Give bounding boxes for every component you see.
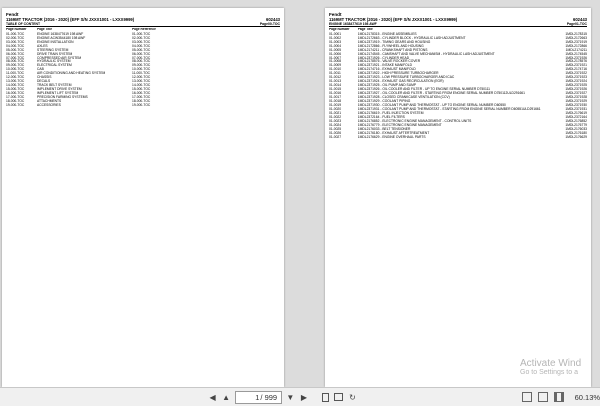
- row-page-reference: 1MDL2371927: [565, 91, 587, 96]
- viewer-toolbar: [0, 387, 600, 406]
- page-reference: Page00-TOC: [259, 22, 280, 27]
- page-number-field[interactable]: [235, 391, 282, 404]
- watermark-subtitle: Go to Settings to a: [520, 369, 578, 376]
- row-page-number: 01-0013: [329, 79, 342, 84]
- row-page-reference: 09-000-TOC: [132, 63, 151, 68]
- row-page-number: 05-000-TOC: [6, 47, 25, 52]
- row-page-reference: 1MDL2174716: [565, 67, 587, 72]
- brand-name: Fendt: [6, 12, 19, 17]
- document-title: 1169MT TRACTOR (2016 - 2020) (EFF S/N JXXX1001 - LXXX9999): [6, 17, 135, 23]
- row-page-title: 1MDL2176180 - EXHAUST AFTERTREATMENT: [357, 131, 430, 136]
- row-page-reference: 1MDL2176629: [565, 135, 587, 140]
- row-page-reference: 06-000-TOC: [132, 51, 151, 56]
- row-page-number: 01-0021: [329, 111, 342, 116]
- row-page-title: 1MDL2176033 - BELT TENSIONER: [357, 127, 411, 132]
- row-page-number: 11-000-TOC: [6, 71, 25, 76]
- row-page-number: 14-000-TOC: [6, 83, 25, 88]
- row-page-title: STEERING SYSTEM: [37, 47, 69, 52]
- row-page-number: 19-000-TOC: [6, 103, 25, 108]
- row-page-title: 1MDL2371931 - COOLANT PUMP AND THERMOSTAT - STARTING FROM ENGINE SERIAL NUMBER D60551ULD291661: [357, 107, 541, 112]
- row-page-title: 1MDL2371925 - OIL PUMP AND SUMP: [357, 83, 417, 88]
- row-page-number: 01-0019: [329, 103, 342, 108]
- row-page-reference: 1MDL2176779: [565, 123, 587, 128]
- row-page-reference: 1MDL2371931: [565, 107, 587, 112]
- row-page-title: 1MDL2178315 - ENGINE ASSEMBLIES: [357, 31, 417, 36]
- row-page-reference: 13-000-TOC: [132, 79, 151, 84]
- row-page-title: HYDRAULIC SYSTEM: [37, 59, 71, 64]
- row-page-title: COMPRESSED AIR SYSTEM: [37, 55, 82, 60]
- row-page-number: 01-000-TOC: [6, 31, 25, 36]
- row-page-number: 01-0007: [329, 55, 342, 60]
- column-header: Page Number: [6, 28, 27, 31]
- row-page-reference: 1MDL2371929: [565, 99, 587, 104]
- row-page-reference: 1MDL2371921: [565, 63, 587, 68]
- row-page-reference: 05-000-TOC: [132, 47, 151, 52]
- row-page-title: 1MDL2371922 - HIGH PRESSURE TURBOCHARGER: [357, 71, 439, 76]
- watermark-title: Activate Wind: [520, 358, 582, 369]
- table-row[interactable]: [329, 135, 587, 139]
- row-page-reference: 12-000-TOC: [132, 75, 151, 80]
- row-page-number: 01-0005: [329, 47, 342, 52]
- row-page-title: 1MDL2174545 - CAMSHAFT AND VALVE MECHANISM - HYDRAULIC LASH ADJUSTMENT: [357, 51, 495, 56]
- row-page-number: 08-000-TOC: [6, 59, 25, 64]
- continuous-view-icon[interactable]: [538, 392, 548, 402]
- row-page-reference: 03-000-TOC: [132, 39, 151, 44]
- row-page-title: DRIVE TRAIN SYSTEM: [37, 51, 73, 56]
- prev-page-icon[interactable]: ◀: [209, 392, 216, 402]
- row-page-title: ACCESSORIES: [37, 103, 61, 108]
- fit-page-icon[interactable]: [319, 390, 333, 404]
- row-page-title: 1MDL2371930 - COOLANT PUMP AND THERMOSTAT - UP TO ENGINE SERIAL NUMBER D60550: [357, 103, 506, 108]
- next-page-icon[interactable]: ▶: [300, 392, 308, 402]
- row-page-reference: 1MDL2371930: [565, 103, 587, 108]
- column-header: Page Reference: [132, 28, 156, 31]
- row-page-title: 1MDL2371926 - CYLINDER HEAD: [357, 55, 410, 60]
- rotate-icon[interactable]: ↻: [349, 392, 356, 402]
- row-page-number: 03-000-TOC: [6, 39, 25, 44]
- row-page-number: 06-000-TOC: [6, 51, 25, 56]
- document-title: 1169MT TRACTOR (2016 - 2020) (EFF S/N JXXX1001 - LXXX9999): [329, 17, 458, 23]
- row-page-reference: 14-000-TOC: [132, 83, 151, 88]
- row-page-title: DECALS: [37, 79, 51, 84]
- row-page-title: 1MDL2176779 - ELECTRONIC ENGINE MANAGEMENT: [357, 123, 442, 128]
- row-page-title: ENGINE INSTALLATION: [37, 39, 74, 44]
- zoom-level[interactable]: 60.13%: [574, 392, 600, 402]
- table-row[interactable]: [6, 103, 280, 107]
- row-page-number: 01-0022: [329, 115, 342, 120]
- row-page-number: 01-0004: [329, 43, 342, 48]
- row-page-reference: 1MDL2172663: [565, 35, 587, 40]
- row-page-title: 1MDL2371923 - LOW PRESSURE TURBOCHARGER AND ICAC: [357, 75, 455, 80]
- row-page-number: 02-000-TOC: [6, 35, 25, 40]
- row-page-reference: 1MDL2178315: [565, 31, 587, 36]
- row-page-reference: 1MDL2176852: [565, 119, 587, 124]
- row-page-number: 04-000-TOC: [6, 43, 25, 48]
- row-page-reference: 16-000-TOC: [132, 91, 151, 96]
- row-page-title: 1MDL2176852 - ELECTRONIC ENGINE MANAGEMENT - CONTROL UNITS: [357, 119, 472, 124]
- row-page-number: 01-0015: [329, 87, 342, 92]
- row-page-number: 01-0010: [329, 67, 342, 72]
- row-page-number: 17-000-TOC: [6, 95, 25, 100]
- page-up-icon[interactable]: ▲: [222, 392, 231, 402]
- document-page-right: [325, 8, 591, 387]
- row-page-reference: 1MDL2174545: [565, 51, 587, 56]
- row-page-number: 01-0008: [329, 59, 342, 64]
- row-page-title: 1MDL2178576 - VALVE ROCKER COVER: [357, 59, 421, 64]
- row-page-title: 1MDL2176619 - FUEL INJECTION SYSTEM: [357, 111, 424, 116]
- row-page-title: CHASSIS: [37, 75, 52, 80]
- row-page-reference: 1MDL2372164: [565, 115, 587, 120]
- row-page-number: 01-0016: [329, 91, 342, 96]
- row-page-number: 18-000-TOC: [6, 99, 25, 104]
- row-page-title: 1MDL2371926 - OIL COOLER AND FILTER - UP TO ENGINE SERIAL NUMBER D750111: [357, 87, 491, 92]
- fit-width-icon[interactable]: [332, 390, 346, 404]
- section-title: TABLE OF CONTENT: [6, 22, 41, 27]
- row-page-number: 01-0023: [329, 119, 342, 124]
- row-page-title: 1MDL2371927 - OIL COOLER AND FILTER - STARTING FROM ENGINE SERIAL NUMBER D750112ULD291661: [357, 91, 525, 96]
- row-page-reference: 1MDL2174211: [565, 47, 587, 52]
- row-page-reference: 1MDL2371926: [565, 55, 587, 60]
- toc-table: [6, 32, 280, 108]
- row-page-title: 1MDL2172663 - CYLINDER BLOCK - HYDRAULIC LASH ADJUSTMENT: [357, 35, 466, 40]
- row-page-title: 1MDL2371919 - TIMING GEARS AND HOUSING: [357, 39, 431, 44]
- row-page-title: 1MDL2174716 - EXHAUST MANIFOLD: [357, 67, 416, 72]
- row-page-title: ELECTRICAL SYSTEM: [37, 63, 72, 68]
- row-page-reference: 1MDL2371919: [565, 39, 587, 44]
- row-page-title: TRACK BELT SYSTEM: [37, 83, 72, 88]
- row-page-title: 1MDL2172866 - FLYWHEEL AND HOUSING: [357, 43, 424, 48]
- row-page-number: 01-0003: [329, 39, 342, 44]
- row-page-reference: 1MDL2178576: [565, 59, 587, 64]
- row-page-number: 01-0018: [329, 99, 342, 104]
- single-page-view-icon[interactable]: [522, 392, 532, 402]
- row-page-number: 01-0014: [329, 83, 342, 88]
- row-page-title: 1MDL2176629 - ENGINE OVERHAUL PARTS: [357, 135, 426, 140]
- row-page-reference: 07-000-TOC: [132, 55, 151, 60]
- row-page-reference: 1MDL2172866: [565, 43, 587, 48]
- brand-name: Fendt: [329, 12, 342, 17]
- total-pages-label: / 999: [260, 392, 278, 402]
- current-page-input[interactable]: 1: [255, 392, 260, 402]
- row-page-title: IMPLEMENT LIFT SYSTEM: [37, 91, 79, 96]
- row-page-reference: 18-000-TOC: [132, 99, 151, 104]
- row-page-number: 01-0006: [329, 51, 342, 56]
- row-page-title: AXLES: [37, 43, 48, 48]
- row-page-title: PRECISION FARMING SYSTEMS: [37, 95, 88, 100]
- row-page-number: 15-000-TOC: [6, 87, 25, 92]
- row-page-number: 09-000-TOC: [6, 63, 25, 68]
- row-page-number: 01-0011: [329, 71, 341, 76]
- column-header: Page Title: [357, 28, 373, 31]
- row-page-reference: 01-000-TOC: [132, 31, 151, 36]
- two-page-view-icon[interactable]: [554, 392, 564, 402]
- column-header: Page Number: [329, 28, 350, 31]
- row-page-reference: 04-000-TOC: [132, 43, 151, 48]
- row-page-title: 1MDL2371929 - COOLANT PIPING: [357, 99, 411, 104]
- row-page-reference: 15-000-TOC: [132, 87, 151, 92]
- row-page-reference: 1MDL2371928: [565, 95, 587, 100]
- row-page-number: 01-0002: [329, 35, 342, 40]
- page-down-icon[interactable]: ▼: [286, 392, 295, 402]
- column-header: Page Title: [37, 28, 52, 31]
- row-page-number: 16-000-TOC: [6, 91, 25, 96]
- row-page-reference: 1MDL2176033: [565, 127, 587, 132]
- row-page-number: 01-0026: [329, 131, 342, 136]
- document-number: 602443: [573, 17, 587, 23]
- row-page-reference: 11-000-TOC: [132, 71, 151, 76]
- activation-watermark: [520, 358, 581, 376]
- section-title: ENGINE 1638477619 198 AWF: [329, 22, 377, 27]
- row-page-number: 07-000-TOC: [6, 55, 25, 60]
- row-page-reference: 17-000-TOC: [132, 95, 151, 100]
- row-page-reference: 1MDL2371925: [565, 83, 587, 88]
- row-page-number: 01-0009: [329, 63, 342, 68]
- row-page-number: 10-000-TOC: [6, 67, 25, 72]
- row-page-title: 1MDL2371921 - INTAKE MANIFOLD: [357, 63, 412, 68]
- row-page-number: 01-0027: [329, 135, 342, 140]
- row-page-title: ENGINE ACW3544180 198 AWF: [37, 35, 86, 40]
- row-page-number: 01-0001: [329, 31, 342, 36]
- row-page-reference: 10-000-TOC: [132, 67, 151, 72]
- row-page-reference: 1MDL2371923: [565, 75, 587, 80]
- row-page-reference: 1MDL2176619: [565, 111, 587, 116]
- row-page-title: 1MDL2371928 - CLOSED CRANKCASE VENTILATION (CCV): [357, 95, 450, 100]
- row-page-number: 12-000-TOC: [6, 75, 25, 80]
- row-page-reference: 1MDL2176180: [565, 131, 587, 136]
- row-page-number: 01-0012: [329, 75, 342, 80]
- row-page-number: 01-0024: [329, 123, 342, 128]
- document-page-left: [2, 8, 284, 387]
- toc-table: [329, 32, 587, 140]
- row-page-title: 1MDL2371924 - EXHAUST GAS RECIRCULATION (EGR): [357, 79, 444, 84]
- row-page-number: 01-0020: [329, 107, 342, 112]
- row-page-reference: 1MDL2371922: [565, 71, 587, 76]
- row-page-title: 1MDL2174211 - CRANKSHAFT AND PISTONS: [357, 47, 428, 52]
- row-page-number: 13-000-TOC: [6, 79, 25, 84]
- row-page-reference: 1MDL2371926: [565, 87, 587, 92]
- row-page-title: IMPLEMENT DRIVE SYSTEM: [37, 87, 82, 92]
- row-page-reference: 1MDL2371924: [565, 79, 587, 84]
- row-page-title: AIR CONDITIONING AND HEATING SYSTEM: [37, 71, 106, 76]
- row-page-title: CAB: [37, 67, 44, 72]
- row-page-title: ATTACHMENTS: [37, 99, 62, 104]
- row-page-reference: 02-000-TOC: [132, 35, 151, 40]
- row-page-title: ENGINE 1638477619 198 AWF: [37, 31, 84, 36]
- row-page-reference: 08-000-TOC: [132, 59, 151, 64]
- row-page-number: 01-0025: [329, 127, 342, 132]
- row-page-number: 01-0017: [329, 95, 342, 100]
- row-page-reference: 19-000-TOC: [132, 103, 151, 108]
- document-number: 602443: [266, 17, 280, 23]
- page-reference: Page01-TOC: [566, 22, 587, 27]
- row-page-title: 1MDL2372164 - FUEL FILTERS: [357, 115, 405, 120]
